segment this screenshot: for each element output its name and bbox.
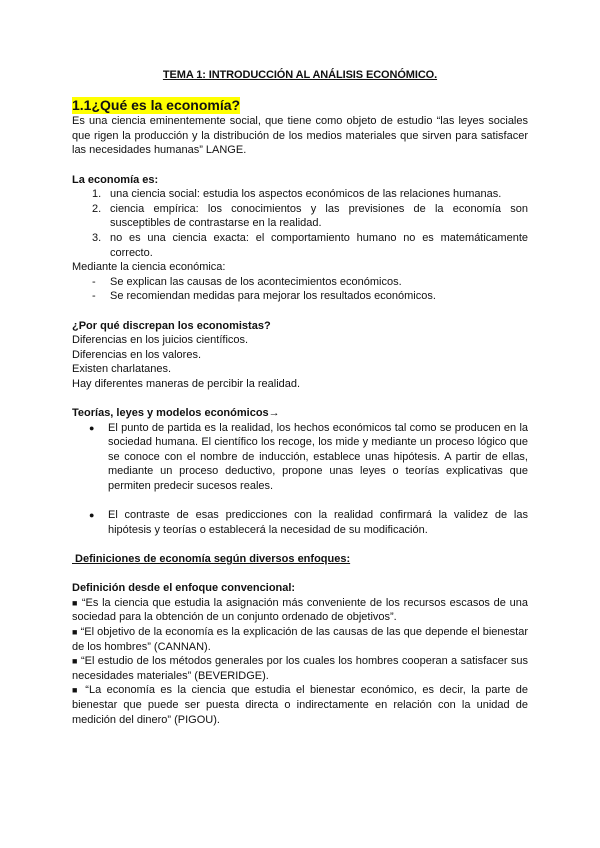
square-bullet-icon: ■ [72, 626, 78, 637]
square-bullet-icon: ■ [72, 597, 79, 608]
square-bullet-icon: ■ [72, 656, 78, 667]
teorias-heading: Teorías, leyes y modelos económicos→ [72, 407, 280, 420]
list-item: - Se recomiendan medidas para mejorar los resultados económicos. [92, 290, 436, 303]
list-item: 3. no es una ciencia exacta: el comportamiento humano no es matemáticamente correcto. [92, 231, 528, 259]
definition-item: ■ “La economía es la ciencia que estudia el bienestar económico, es decir, la parte de bienestar que puede ser puesta directa o indirectamente en relación con la unidad de medición del dinero” (PIGOU). [72, 684, 528, 726]
discrepan-line: Diferencias en los valores. [72, 348, 202, 361]
bullet-icon: ● [89, 510, 95, 521]
discrepan-line: Diferencias en los juicios científicos. [72, 334, 249, 347]
definition-item: ■ “El objetivo de la economía es la explicación de las causas de las que depende el bienestar de los hombres” (CANNAN). [72, 625, 529, 653]
list-item: - Se explican las causas de los acontecimientos económicos. [92, 275, 402, 288]
definition-item: ■ “Es la ciencia que estudia la asignación más conveniente de los recursos escasos de una sociedad para la obtención de un conjunto ordenado de objetivos”. [72, 596, 528, 624]
square-bullet-icon: ■ [72, 685, 80, 696]
discrepan-line: Hay diferentes maneras de percibir la realidad. [72, 377, 301, 390]
section-heading: 1.1¿Qué es la economía? [72, 96, 241, 113]
teorias-list [72, 421, 528, 538]
mediante-list [72, 275, 528, 304]
document-title: TEMA 1: INTRODUCCIÓN AL ANÁLISIS ECONÓMICO. [162, 69, 438, 81]
list-item: ● El contraste de esas predicciones con la realidad confirmará la validez de las hipótesis y teorías o establecerá la necesidad de su modificación. [89, 509, 528, 536]
discrepan-heading: ¿Por qué discrepan los economistas? [72, 319, 271, 332]
definition-item: ■ “El estudio de los métodos generales por los cuales los hombres cooperan a satisfacer sus necesidades materiales” (BEVERIDGE). [72, 655, 528, 682]
economia-es-list [72, 187, 528, 260]
economia-es-heading: La economía es: [72, 173, 159, 186]
list-item: 1. una ciencia social: estudia los aspectos económicos de las relaciones humanas. [92, 188, 502, 201]
list-item: ● El punto de partida es la realidad, los hechos económicos tal como se producen en la sociedad humana. El científico los recoge, los mide y mediante un proceso lógico que se conoce con el nombre de inducción, establece unas hipótesis. A partir de ellas, mediante un proceso deductivo, propone unas leyes o teorías explicativas que permiten predecir sucesos reales. [89, 421, 528, 493]
bullet-icon: ● [89, 422, 95, 433]
mediante-lead: Mediante la ciencia económica: [72, 261, 226, 274]
list-item: 2. ciencia empírica: los conocimientos y las previsiones de la economía son susceptibles de contrastarse en la realidad. [92, 202, 528, 230]
discrepan-line: Existen charlatanes. [72, 363, 172, 376]
convencional-heading: Definición desde el enfoque convencional: [72, 582, 296, 595]
intro-paragraph: Es una ciencia eminentemente social, que tiene como objeto de estudio “las leyes sociales que rigen la producción y la distribución de los medios materiales que sirven para satisfacer las necesidades humanas” LANGE. [72, 115, 528, 157]
definiciones-heading: Definiciones de economía según diversos enfoques: [72, 553, 351, 565]
